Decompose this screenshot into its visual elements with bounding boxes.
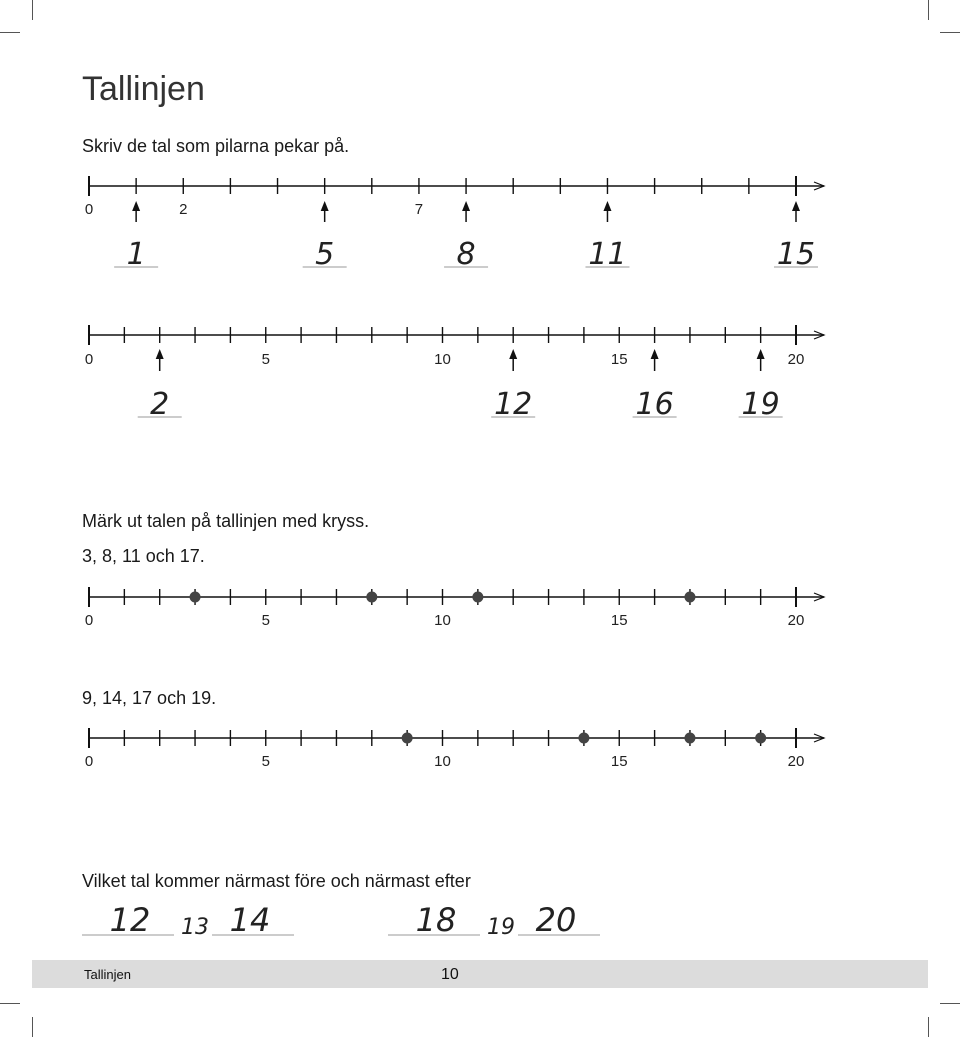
line-b-answer-12: 12: [494, 387, 533, 422]
line-c-tick-label-20: 20: [787, 612, 805, 629]
line-c-mark-3: [190, 592, 201, 603]
line-a-arrow-head-1: [132, 201, 140, 211]
line-d-tick-label-15: 15: [610, 753, 628, 770]
line-a-arrow-head-8: [462, 201, 470, 211]
line-b-answer-19: 19: [741, 387, 780, 422]
line-b-arrow-head-12: [509, 349, 517, 359]
line-b-tick-label-20: 20: [787, 351, 805, 368]
instruction-neighbours: Vilket tal kommer närmast före och närmast efter: [82, 871, 471, 891]
line-a-tick-label-2: 2: [179, 201, 188, 218]
line-a-arrow-head-5: [321, 201, 329, 211]
group-1-given: 19: [487, 915, 515, 940]
line-c-mark-8: [366, 592, 377, 603]
line-b-arrow-head-19: [757, 349, 765, 359]
line-d-tick-label-0: 0: [84, 753, 94, 770]
line-a-answer-15: 15: [776, 237, 816, 272]
prompt-task-a: 3, 8, 11 och 17.: [82, 546, 205, 566]
line-d-mark-19: [755, 733, 766, 744]
line-b-tick-label-10: 10: [434, 351, 451, 368]
page-number: 10: [441, 966, 459, 983]
group-1-before: 18: [415, 901, 457, 939]
line-d-tick-label-20: 20: [787, 753, 805, 770]
line-c-tick-label-10: 10: [434, 612, 451, 629]
line-a-arrow-head-15: [792, 201, 800, 211]
line-d-mark-17: [684, 733, 695, 744]
group-0-before: 12: [109, 901, 151, 939]
line-a-tick-label-7: 7: [414, 201, 424, 218]
line-a-answer-1: 1: [126, 237, 146, 272]
page-title: Tallinjen: [82, 70, 205, 108]
line-d-mark-9: [402, 733, 413, 744]
line-b-arrow-head-16: [651, 349, 659, 359]
line-b-tick-label-0: 0: [84, 351, 94, 368]
line-a-tick-label-0: 0: [84, 201, 94, 218]
footer-bar: [32, 960, 928, 988]
instruction-mark: Märk ut talen på tallinjen med kryss.: [82, 511, 370, 531]
line-c-mark-17: [684, 592, 695, 603]
line-b-tick-label-5: 5: [261, 351, 270, 368]
line-b-tick-label-15: 15: [610, 351, 628, 368]
line-c-mark-11: [472, 592, 483, 603]
line-d-mark-14: [578, 733, 589, 744]
line-a-answer-5: 5: [315, 237, 335, 272]
instruction-arrows: Skriv de tal som pilarna pekar på.: [82, 136, 350, 156]
line-c-tick-label-15: 15: [610, 612, 628, 629]
line-d-tick-label-5: 5: [261, 753, 270, 770]
line-d-tick-label-10: 10: [434, 753, 451, 770]
line-c-tick-label-5: 5: [261, 612, 270, 629]
footer-label: Tallinjen: [84, 967, 131, 982]
line-c-tick-label-0: 0: [84, 612, 94, 629]
group-1-after: 20: [535, 901, 577, 939]
group-0-given: 13: [181, 915, 209, 940]
line-a-answer-8: 8: [456, 237, 476, 272]
group-0-after: 14: [229, 901, 271, 939]
line-a-answer-11: 11: [588, 237, 627, 272]
line-b-arrow-head-2: [156, 349, 164, 359]
line-a-arrow-head-11: [603, 201, 611, 211]
line-b-answer-2: 2: [150, 387, 170, 422]
line-b-answer-16: 16: [635, 387, 674, 422]
prompt-task-b: 9, 14, 17 och 19.: [82, 688, 217, 708]
